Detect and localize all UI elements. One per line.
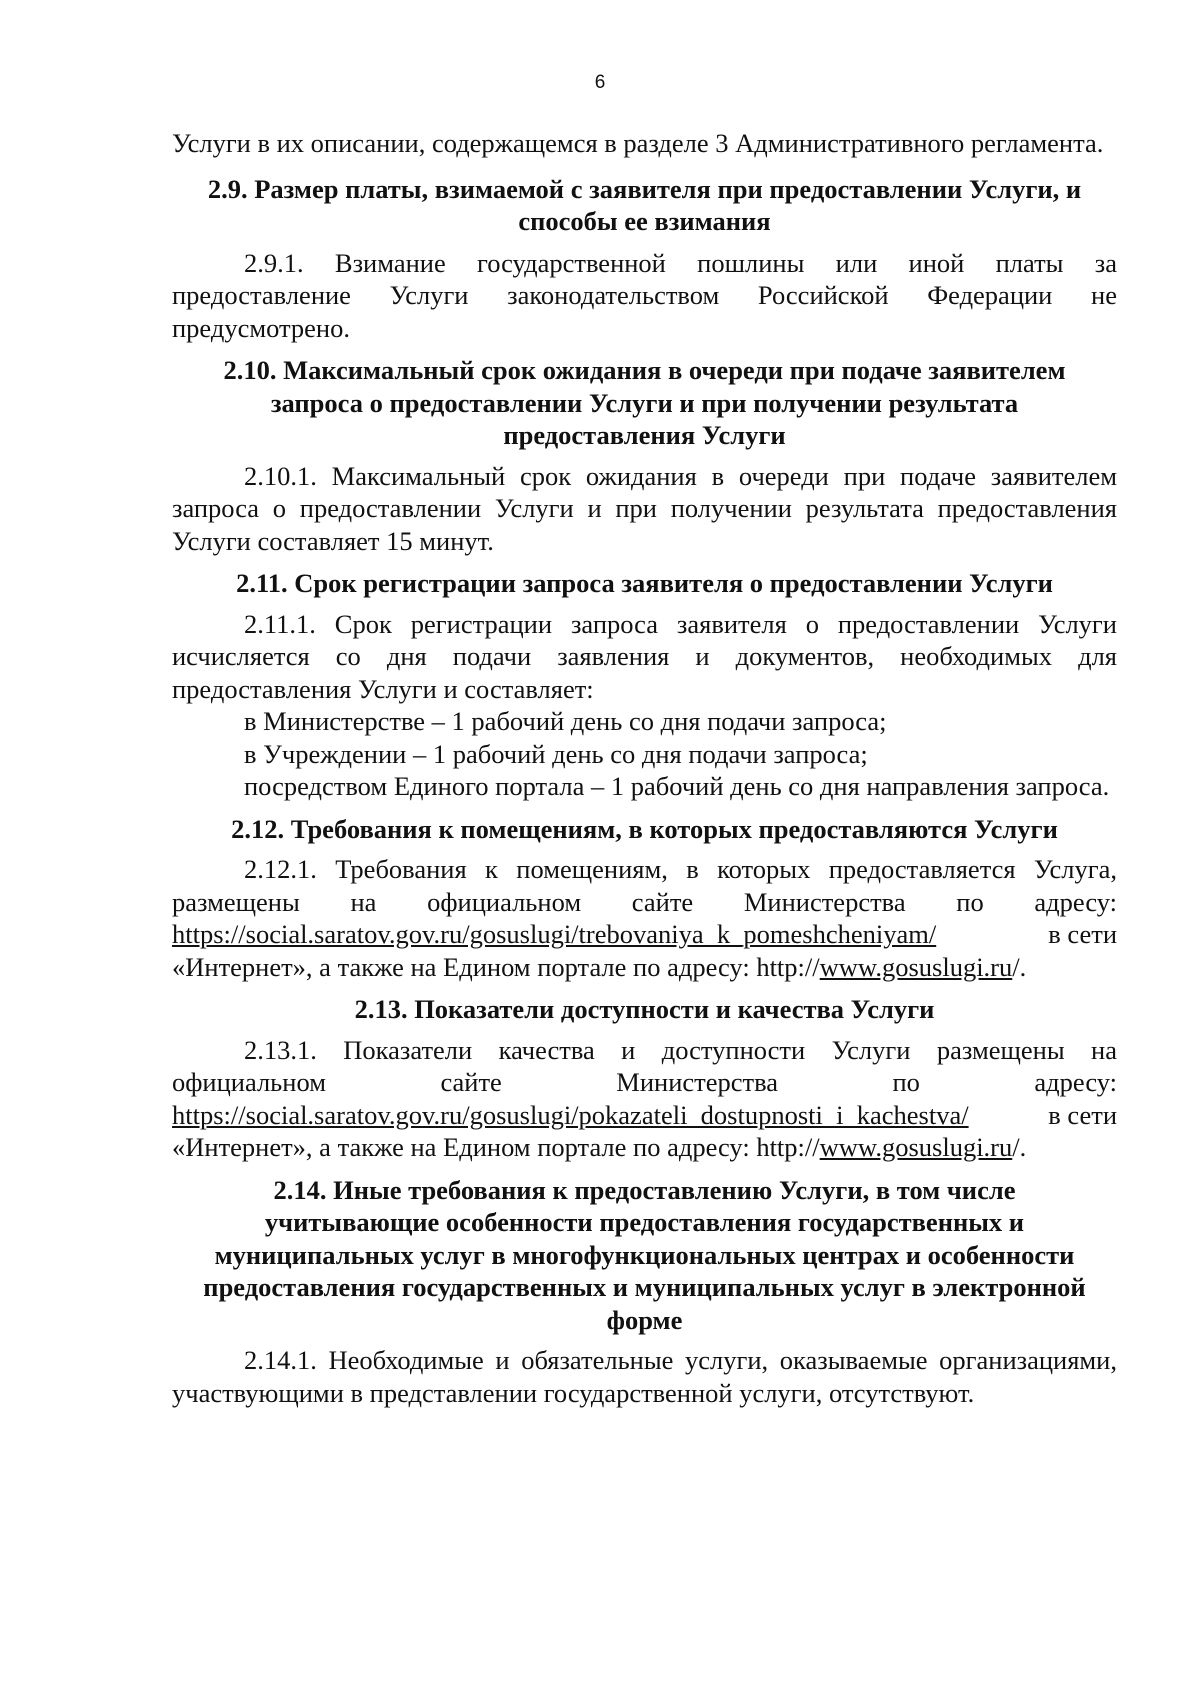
- gosuslugi-link[interactable]: www.gosuslugi.ru: [819, 1132, 1013, 1162]
- heading-2-14: 2.14. Иные требования к предоставлению Услуги, в том числе учитывающие особенности предоставления государственных и муниципальных услуг в многофункциональных центрах и особенности предоставления государственных и муниципальных услуг в электронной форме: [203, 1174, 1086, 1335]
- paragraph-2-11-institution: в Учреждении – 1 рабочий день со дня подачи запроса;: [244, 738, 868, 769]
- paragraph-2-12-1-line-1: 2.12.1. Требования к помещениям, в которых предоставляется Услуга,: [244, 854, 1117, 884]
- paragraph-2-11-1: 2.11.1. Срок регистрации запроса заявителя о предоставлении Услуги исчисляется со дня подачи заявления и документов, необходимых для предоставления Услуги и составляет:: [172, 608, 1117, 704]
- portal-address-text: «Интернет», а также на Едином портале по адресу: http://: [172, 1132, 820, 1162]
- paragraph-2-12-1: [172, 853, 1117, 983]
- heading-2-13: 2.13. Показатели доступности и качества Услуги: [354, 994, 935, 1024]
- heading-2-9: 2.9. Размер платы, взимаемой с заявителя при предоставлении Услуги, и способы ее взимания: [207, 173, 1082, 236]
- intro-paragraph: Услуги в их описании, содержащемся в разделе 3 Административного регламента.: [172, 128, 1104, 158]
- paragraph-2-12-1-line-3: [172, 918, 1117, 951]
- paragraph-2-13-1-line-1: 2.13.1. Показатели качества и доступности Услуги размещены на: [244, 1034, 1117, 1065]
- in-network-text: в сети: [1048, 919, 1117, 949]
- paragraph-2-11-portal: посредством Единого портала – 1 рабочий день со дня направления запроса.: [244, 771, 1110, 801]
- heading-2-10: 2.10. Максимальный срок ожидания в очереди при подаче заявителем запроса о предоставлении Услуги и при получении результата предоставления Услуги: [223, 355, 1066, 450]
- page-number: 6: [594, 72, 606, 93]
- paragraph-2-12-1-line-2: размещены на официальном сайте Министерства по адресу:: [172, 886, 1117, 917]
- portal-address-end: /.: [1012, 1132, 1027, 1162]
- gosuslugi-link[interactable]: www.gosuslugi.ru: [819, 951, 1013, 982]
- paragraph-2-10-1: 2.10.1. Максимальный срок ожидания в очереди при подаче заявителем запроса о предоставлении Услуги и при получении результата предоставления Услуги составляет 15 минут.: [172, 460, 1117, 556]
- heading-2-12: 2.12. Требования к помещениям, в которых предоставляются Услуги: [231, 813, 1058, 844]
- paragraph-2-9-1: 2.9.1. Взимание государственной пошлины или иной платы за предоставление Услуги законодательством Российской Федерации не предусмотрено.: [172, 247, 1117, 343]
- portal-address-text: «Интернет», а также на Едином портале по адресу: http://: [172, 951, 820, 982]
- page-content: [172, 127, 1117, 1409]
- in-network-text: в сети: [1048, 1099, 1117, 1130]
- paragraph-2-11-ministry: в Министерстве – 1 рабочий день со дня подачи запроса;: [244, 706, 887, 736]
- premises-requirements-link[interactable]: https://social.saratov.gov.ru/gosuslugi/trebovaniya_k_pomeshcheniyam/: [172, 919, 937, 949]
- heading-2-11: 2.11. Срок регистрации запроса заявителя о предоставлении Услуги: [236, 568, 1053, 598]
- portal-address-end: /.: [1012, 951, 1027, 982]
- paragraph-2-13-1-line-4: [172, 1131, 1117, 1164]
- quality-indicators-link[interactable]: https://social.saratov.gov.ru/gosuslugi/pokazateli_dostupnosti_i_kachestva/: [172, 1099, 969, 1130]
- paragraph-2-14-1: 2.14.1. Необходимые и обязательные услуги, оказываемые организациями, участвующими в представлении государственной услуги, отсутствуют.: [172, 1345, 1117, 1408]
- paragraph-2-13-1-line-3: [172, 1099, 1117, 1132]
- paragraph-2-13-1: [172, 1034, 1117, 1164]
- paragraph-2-12-1-line-4: [172, 951, 1117, 984]
- paragraph-2-13-1-line-2: официальном сайте Министерства по адресу:: [172, 1067, 1117, 1097]
